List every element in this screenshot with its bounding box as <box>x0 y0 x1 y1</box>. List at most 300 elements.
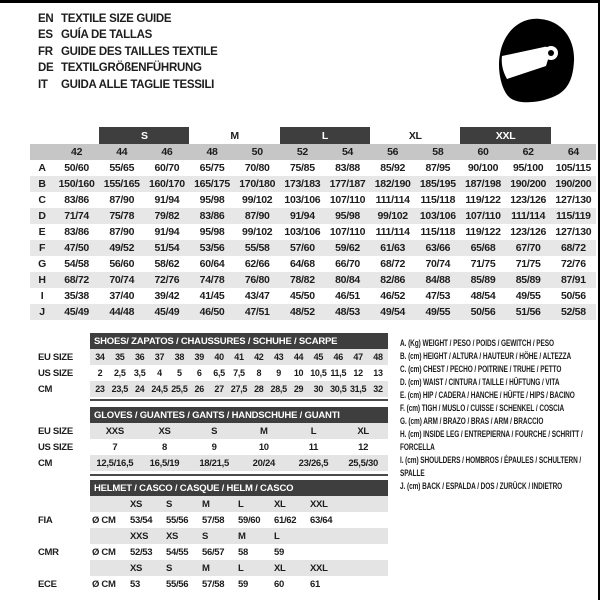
cell: 45 <box>308 349 328 365</box>
cell: 24,5 <box>150 381 170 397</box>
cell: 30,5 <box>328 381 348 397</box>
cell: 127/130 <box>555 194 592 206</box>
cell: 41 <box>229 349 249 365</box>
cell: 57/60 <box>280 240 325 256</box>
cell: 35/38 <box>64 290 89 302</box>
language-code: ES <box>38 29 53 42</box>
cell: 42 <box>249 349 269 365</box>
guide-title: GUÍA DE TALLAS <box>61 29 152 42</box>
cell: 39 <box>189 349 209 365</box>
size-col: 60 <box>460 144 505 160</box>
cell: 20/24 <box>239 455 289 471</box>
gloves-header-row <box>30 407 388 423</box>
cell: 68/72 <box>380 258 406 270</box>
cell: 85/89 <box>506 272 551 288</box>
measurement-row <box>30 256 596 272</box>
standard-label: CMR <box>30 544 90 560</box>
cell: 84/88 <box>415 272 460 288</box>
cell: 76/80 <box>235 272 280 288</box>
helmet-row <box>30 512 388 528</box>
cell: 87/95 <box>425 162 451 174</box>
row-letter: G <box>38 258 46 270</box>
cell <box>308 544 344 560</box>
cell: 99/102 <box>242 226 273 238</box>
measurement-row <box>30 272 596 288</box>
diameter-label <box>90 496 128 512</box>
cell: 45/49 <box>144 304 189 320</box>
cell: 46/50 <box>189 304 234 320</box>
standard-label: FIA <box>30 512 90 528</box>
cell: 55/65 <box>109 162 135 174</box>
cell: 56/57 <box>202 546 225 558</box>
cell: 68/72 <box>54 272 99 288</box>
size-col: 50 <box>235 144 280 160</box>
row-letter: B <box>30 176 54 192</box>
measurement-row <box>30 224 596 240</box>
cell: 48/54 <box>470 290 496 302</box>
cell: 3,5 <box>133 368 146 378</box>
cell: 51/54 <box>144 240 189 256</box>
cell: 80/84 <box>325 272 370 288</box>
cell: 75/78 <box>99 208 144 224</box>
cell: 87/90 <box>235 208 280 224</box>
measurement-row <box>30 160 596 176</box>
cell: 72/76 <box>144 272 189 288</box>
cell: S <box>200 528 236 544</box>
cell: 99/102 <box>242 194 273 206</box>
diameter-label: Ø CM <box>92 514 116 526</box>
cell: 58 <box>238 546 248 558</box>
row-letter: I <box>40 290 44 302</box>
shoes-title: SHOES/ ZAPATOS / CHAUSSURES / SCHUHE / SCARPE <box>90 333 388 349</box>
size-col: 64 <box>551 144 596 160</box>
size-band-spacer <box>30 144 54 160</box>
cell: 55/56 <box>166 578 189 590</box>
cell: 119/122 <box>465 194 501 206</box>
cell: 49/55 <box>515 290 541 302</box>
cell: L <box>236 496 272 512</box>
cell: 53/56 <box>189 240 234 256</box>
cell: XS <box>140 423 190 439</box>
guide-title: GUIDA ALLE TAGLIE TESSILI <box>61 78 215 91</box>
filler-cell <box>344 560 388 576</box>
cell: 37/40 <box>109 290 135 302</box>
measurement-row <box>30 304 596 320</box>
cell: 91/94 <box>154 226 180 238</box>
filler-cell <box>344 544 388 560</box>
cell: 160/170 <box>144 176 189 192</box>
shoes-table-divider <box>90 399 388 401</box>
cell: S <box>189 423 239 439</box>
cell: 12,5/16,5 <box>90 455 140 471</box>
cell: 53/54 <box>130 514 153 526</box>
measurement-row <box>30 208 596 224</box>
row-label: EU SIZE <box>30 349 90 365</box>
row-letter: J <box>30 304 54 320</box>
row-label: CM <box>30 381 90 397</box>
cell: 78/82 <box>280 272 325 288</box>
cell: XL <box>272 496 308 512</box>
row-label: US SIZE <box>30 439 90 455</box>
cell: 26 <box>189 381 209 397</box>
cell: 44/48 <box>99 304 144 320</box>
cell: 177/187 <box>325 176 370 192</box>
cell: 54/55 <box>166 546 189 558</box>
header-spacer <box>30 407 90 423</box>
size-group-row <box>30 127 596 144</box>
cell: 71/75 <box>515 258 541 270</box>
cell: 49/55 <box>415 304 460 320</box>
filler-cell <box>344 512 388 528</box>
shoes-row <box>30 349 388 365</box>
cell: 44 <box>289 349 309 365</box>
cell: 85/92 <box>380 162 406 174</box>
cell: 35 <box>110 349 130 365</box>
guide-title: GUIDE DES TAILLES TEXTILE <box>61 45 218 58</box>
cell: 38 <box>169 349 189 365</box>
size-col: 62 <box>506 144 551 160</box>
cell: 47/53 <box>425 290 451 302</box>
cell: 45/49 <box>54 304 99 320</box>
cell: 48/52 <box>280 304 325 320</box>
shoes-row <box>30 365 388 381</box>
group-s: S <box>99 127 189 144</box>
cell: 49/54 <box>370 304 415 320</box>
diameter-label: Ø CM <box>92 546 116 558</box>
cell: 23 <box>90 381 110 397</box>
cell: 67/70 <box>506 240 551 256</box>
row-letter: D <box>30 208 54 224</box>
cell: M <box>200 496 236 512</box>
cell: 7,5 <box>233 368 245 378</box>
helmet-row <box>30 560 388 576</box>
gloves-table-divider <box>90 474 388 476</box>
cell: 8 <box>161 441 167 453</box>
size-number-row <box>30 144 596 160</box>
cell: 155/165 <box>99 176 144 192</box>
cell: 47/50 <box>54 240 99 256</box>
header-spacer <box>30 333 90 349</box>
cell: L <box>236 560 272 576</box>
cell: XXL <box>308 560 344 576</box>
cell: 99/102 <box>370 208 415 224</box>
cell: 57/58 <box>202 578 225 590</box>
cell: 127/130 <box>555 226 592 238</box>
cell: 28,5 <box>269 381 289 397</box>
cell: 111/114 <box>375 194 410 206</box>
cell: 12 <box>358 441 369 453</box>
cell: 23/26,5 <box>289 455 339 471</box>
cell: 60 <box>274 578 284 590</box>
cell: XXS <box>128 528 164 544</box>
cell: 34 <box>90 349 110 365</box>
cell: 47/51 <box>235 304 280 320</box>
group-m: M <box>230 129 239 142</box>
language-title-row <box>38 60 218 76</box>
cell: 72/76 <box>560 258 586 270</box>
cell: 11,5 <box>330 368 347 378</box>
cell: 185/195 <box>415 176 460 192</box>
measurement-row <box>30 288 596 304</box>
cell: L <box>289 423 339 439</box>
cell: 107/110 <box>460 208 505 224</box>
language-code: DE <box>38 62 54 75</box>
cell: 64/68 <box>289 258 315 270</box>
cell: 150/160 <box>54 176 99 192</box>
language-code: IT <box>38 78 48 91</box>
gloves-size-table <box>30 407 388 471</box>
cell: 58/62 <box>154 258 180 270</box>
cell: 46/52 <box>380 290 406 302</box>
measurement-row <box>30 192 596 208</box>
cell: 50/56 <box>560 290 586 302</box>
cell: 65/75 <box>199 162 225 174</box>
cell: 61 <box>310 578 320 590</box>
cell: 23,5 <box>110 381 130 397</box>
cell: 56/60 <box>109 258 135 270</box>
row-label: EU SIZE <box>30 423 90 439</box>
cell: 59/62 <box>325 240 370 256</box>
helmet-row <box>30 496 388 512</box>
cell: 10,5 <box>310 368 327 378</box>
cell: 45/50 <box>289 290 315 302</box>
standard-label <box>30 560 90 576</box>
cell: 111/114 <box>375 226 410 238</box>
cell: 95/98 <box>199 226 225 238</box>
size-col: 42 <box>54 144 99 160</box>
cell: 68/72 <box>551 240 596 256</box>
cell: 62/66 <box>244 258 270 270</box>
cell: 87/90 <box>109 226 135 238</box>
cell: XXS <box>90 423 140 439</box>
cell: 25,5 <box>169 381 189 397</box>
cell: 74/78 <box>189 272 234 288</box>
language-title-row <box>38 27 218 43</box>
cell: 41/45 <box>199 290 225 302</box>
cell: 51/56 <box>506 304 551 320</box>
apparel-size-table <box>30 127 596 320</box>
row-letter: F <box>30 240 54 256</box>
cell: 187/198 <box>460 176 505 192</box>
legend-item: I. (cm) SHOULDERS / HOMBROS / ÉPAULES / SCHULTERN / SPALLE <box>400 455 582 478</box>
cell: 111/114 <box>506 208 551 224</box>
cell <box>308 528 344 544</box>
group-l: L <box>280 127 370 144</box>
cell: 47 <box>348 349 368 365</box>
helmet-icon <box>487 16 579 112</box>
cell: 52/53 <box>130 546 153 558</box>
cell: 165/175 <box>189 176 234 192</box>
cell: 50/56 <box>460 304 505 320</box>
cell: 25,5/30 <box>338 455 388 471</box>
cell: 11 <box>308 441 319 453</box>
legend-item: B. (cm) HEIGHT / ALTURA / HAUTEUR / HÖHE / ALTEZZA <box>400 351 572 361</box>
row-letter: C <box>38 194 46 206</box>
cell: 18/21,5 <box>189 455 239 471</box>
header-spacer <box>30 480 90 496</box>
filler-cell <box>344 576 388 592</box>
cell: 91/94 <box>280 208 325 224</box>
cell: 61/62 <box>274 514 297 526</box>
cell: 13 <box>373 368 383 378</box>
cell: 36 <box>130 349 150 365</box>
cell: 6,5 <box>213 368 225 378</box>
cell: 115/119 <box>551 208 596 224</box>
standard-label <box>30 496 90 512</box>
legend-item: J. (cm) BACK / ESPALDA / DOS / ZURÜCK / INDIETRO <box>400 481 563 491</box>
cell: 173/183 <box>280 176 325 192</box>
cell: 6 <box>196 368 202 378</box>
language-title-row <box>38 77 218 93</box>
cell: 28 <box>249 381 269 397</box>
cell: 12 <box>353 368 363 378</box>
row-letter: E <box>38 226 46 238</box>
cell: 59 <box>238 578 248 590</box>
cell: 31,5 <box>348 381 368 397</box>
guide-title: TEXTILGRÖßENFÜHRUNG <box>61 62 202 75</box>
cell: XS <box>128 560 164 576</box>
cell: 9 <box>276 368 282 378</box>
cell: 10 <box>293 368 304 378</box>
cell: 16,5/19 <box>140 455 190 471</box>
cell: XS <box>128 496 164 512</box>
cell: 40 <box>209 349 229 365</box>
cell: 54/58 <box>64 258 89 270</box>
cell: 30 <box>308 381 328 397</box>
row-label: US SIZE <box>30 365 90 381</box>
cell: XXL <box>308 496 344 512</box>
cell: 63/66 <box>415 240 460 256</box>
shoes-row <box>30 381 388 397</box>
cell: 85/89 <box>460 272 505 288</box>
filler-cell <box>344 528 388 544</box>
cell: 50/60 <box>64 162 89 174</box>
helmet-row <box>30 544 388 560</box>
diameter-label: Ø CM <box>92 578 116 590</box>
cell: 70/74 <box>99 272 144 288</box>
cell: 123/126 <box>510 194 547 206</box>
cell: 24 <box>130 381 150 397</box>
diameter-label <box>90 560 128 576</box>
legend-item: C. (cm) CHEST / PECHO / POITRINE / TRUHE / PETTO <box>400 364 562 374</box>
cell: 46/51 <box>335 290 360 302</box>
cell: 170/180 <box>235 176 280 192</box>
group-spacer <box>30 127 99 144</box>
size-col: 44 <box>99 144 144 160</box>
cell: 115/118 <box>420 226 456 238</box>
cell: 83/86 <box>64 226 89 238</box>
row-letter: H <box>30 272 54 288</box>
cell: 61/63 <box>370 240 415 256</box>
standard-label: ECE <box>30 576 90 592</box>
cell: 59/60 <box>238 514 261 526</box>
cell: M <box>200 560 236 576</box>
measurement-row <box>30 176 596 192</box>
cell: 70/80 <box>244 162 270 174</box>
cell: 123/126 <box>510 226 547 238</box>
helmet-row <box>30 528 388 544</box>
cell: 87/91 <box>551 272 596 288</box>
legend-item: G. (cm) ARM / BRAZO / BRAS / ARM / BRACCIO <box>400 416 544 426</box>
cell: 27,5 <box>229 381 249 397</box>
cell: 48 <box>368 349 388 365</box>
cell: 82/86 <box>370 272 415 288</box>
legend-item: E. (cm) HIP / CADERA / HANCHE / HÜFTE / HIPS / BACINO <box>400 390 575 400</box>
cell: 48/53 <box>325 304 370 320</box>
cell: M <box>239 423 289 439</box>
size-col: 46 <box>144 144 189 160</box>
cell: 37 <box>150 349 170 365</box>
helmet-header-row <box>30 480 388 496</box>
legend-item: F. (cm) TIGH / MUSLO / CUISSE / SCHENKEL / COSCIA <box>400 403 565 413</box>
measurement-row <box>30 240 596 256</box>
gloves-row <box>30 455 388 471</box>
gloves-row <box>30 439 388 455</box>
legend-item: D. (cm) WAIST / CINTURA / TAILLE / HÜFTUNG / VITA <box>400 377 560 387</box>
cell: 29 <box>289 381 309 397</box>
cell: 95/98 <box>325 208 370 224</box>
cell: 71/75 <box>470 258 496 270</box>
standard-label <box>30 528 90 544</box>
cell: 87/90 <box>109 194 135 206</box>
cell: 8 <box>256 368 262 378</box>
cell: 107/110 <box>329 226 366 238</box>
cell: 119/122 <box>465 226 501 238</box>
cell: 63/64 <box>310 514 333 526</box>
group-xxl: XXL <box>460 127 550 144</box>
cell: 66/70 <box>335 258 360 270</box>
measurement-legend <box>400 337 594 493</box>
language-title-list <box>38 11 218 93</box>
group-xl: XL <box>408 129 422 142</box>
cell: 95/98 <box>199 194 225 206</box>
helmet-row <box>30 576 388 592</box>
helmet-title: HELMET / CASCO / CASQUE / HELM / CASCO <box>90 480 388 496</box>
cell: 105/115 <box>555 162 591 174</box>
size-col: 52 <box>280 144 325 160</box>
language-title-row <box>38 44 218 60</box>
cell: 103/106 <box>284 226 321 238</box>
cell: 107/110 <box>329 194 366 206</box>
shoes-header-row <box>30 333 388 349</box>
row-label: CM <box>30 455 90 471</box>
cell: 52/58 <box>551 304 596 320</box>
cell: 9 <box>211 441 217 453</box>
cell: 60/70 <box>154 162 180 174</box>
cell: 55/58 <box>235 240 280 256</box>
cell: 91/94 <box>154 194 180 206</box>
language-title-row <box>38 11 218 27</box>
cell: 5 <box>177 368 182 378</box>
size-col: 54 <box>325 144 370 160</box>
cell: 27 <box>209 381 229 397</box>
cell: 43 <box>269 349 289 365</box>
cell: 43/47 <box>244 290 270 302</box>
cell: 95/100 <box>512 162 544 174</box>
cell: 83/86 <box>64 194 89 206</box>
cell: XL <box>272 560 308 576</box>
cell: 49/52 <box>99 240 144 256</box>
language-code: EN <box>38 13 54 25</box>
group-spacer <box>551 127 596 144</box>
legend-item: A. (Kg) WEIGHT / PESO / POIDS / GEWITCH / PESO <box>400 338 555 348</box>
cell: 2 <box>97 368 103 378</box>
row-letter: A <box>38 162 46 174</box>
helmet-size-table <box>30 480 388 592</box>
cell: 190/200 <box>551 176 596 192</box>
cell: 7 <box>112 441 118 453</box>
cell: 103/106 <box>284 194 321 206</box>
